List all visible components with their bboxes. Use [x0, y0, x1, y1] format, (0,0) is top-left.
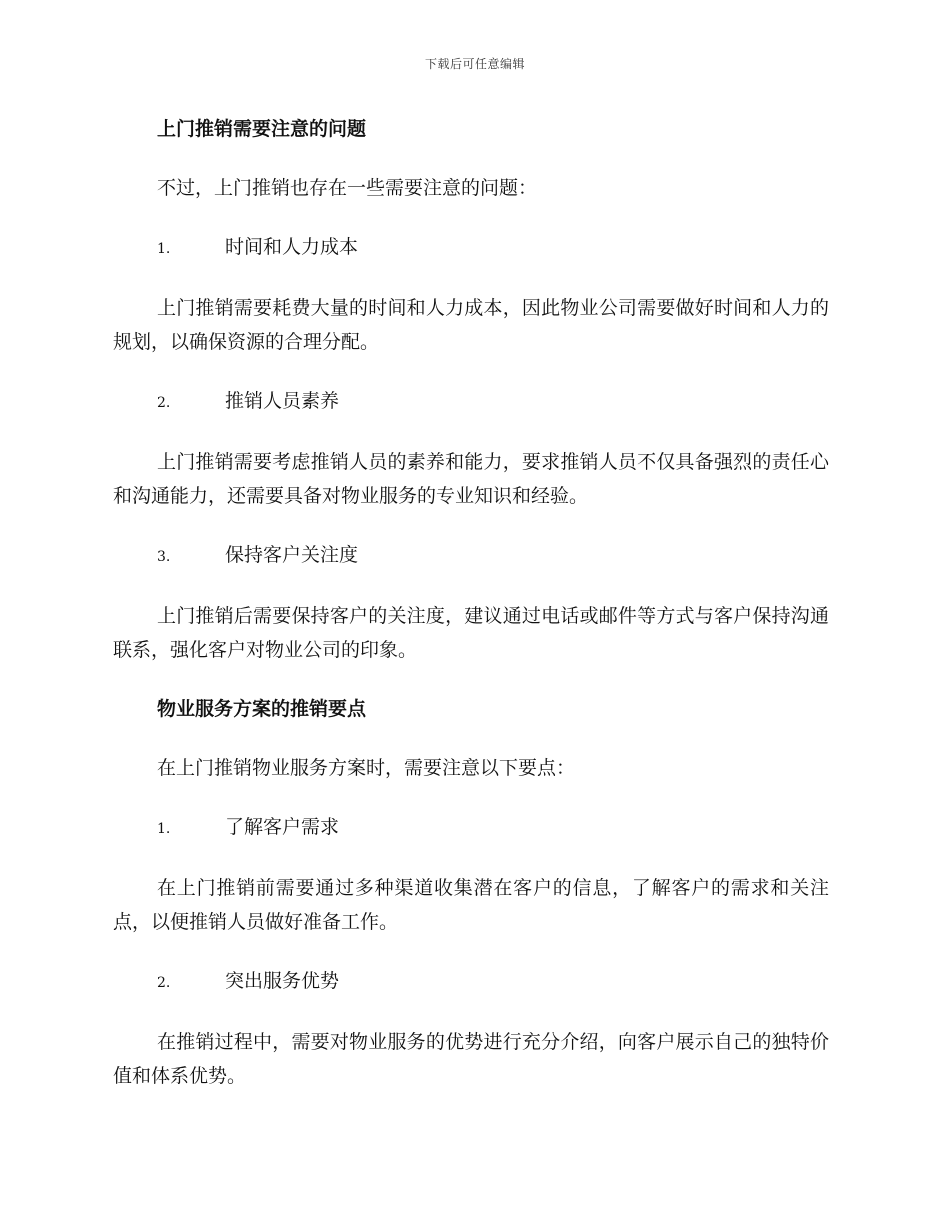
list-item: [113, 538, 829, 574]
list-title: 保持客户关注度: [225, 544, 359, 566]
list-item: [113, 230, 829, 266]
paragraph: 上门推销需要考虑推销人员的素养和能力，要求推销人员不仅具备强烈的责任心和沟通能力，还需要具备对物业服务的专业知识和经验。: [113, 451, 829, 507]
section-intro: 不过，上门推销也存在一些需要注意的问题：: [157, 177, 538, 199]
paragraph: 在推销过程中，需要对物业服务的优势进行充分介绍，向客户展示自己的独特价值和体系优势。: [113, 1031, 829, 1087]
list-title: 突出服务优势: [225, 970, 340, 992]
paragraph: 上门推销需要耗费大量的时间和人力成本，因此物业公司需要做好时间和人力的规划，以确保资源的合理分配。: [113, 297, 829, 353]
list-number: 3.: [157, 549, 171, 565]
section-heading: 上门推销需要注意的问题: [157, 118, 367, 140]
paragraph: 上门推销后需要保持客户的关注度，建议通过电话或邮件等方式与客户保持沟通联系，强化客户对物业公司的印象。: [113, 605, 829, 661]
list-item: [113, 384, 829, 420]
list-number: 1.: [157, 821, 171, 837]
list-number: 2.: [157, 395, 171, 411]
paragraph: 在上门推销前需要通过多种渠道收集潜在客户的信息，了解客户的需求和关注点，以便推销人员做好准备工作。: [113, 877, 829, 933]
list-item: [113, 964, 829, 1000]
list-title: 了解客户需求: [225, 816, 340, 838]
list-number: 1.: [157, 241, 171, 257]
section-intro: 在上门推销物业服务方案时，需要注意以下要点：: [157, 757, 576, 779]
list-title: 推销人员素养: [225, 390, 340, 412]
section-heading: 物业服务方案的推销要点: [157, 698, 367, 720]
page-header: 下载后可任意编辑: [424, 57, 525, 71]
list-number: 2.: [157, 975, 171, 991]
list-title: 时间和人力成本: [225, 236, 359, 258]
list-item: [113, 810, 829, 846]
document-body: [113, 112, 829, 1118]
